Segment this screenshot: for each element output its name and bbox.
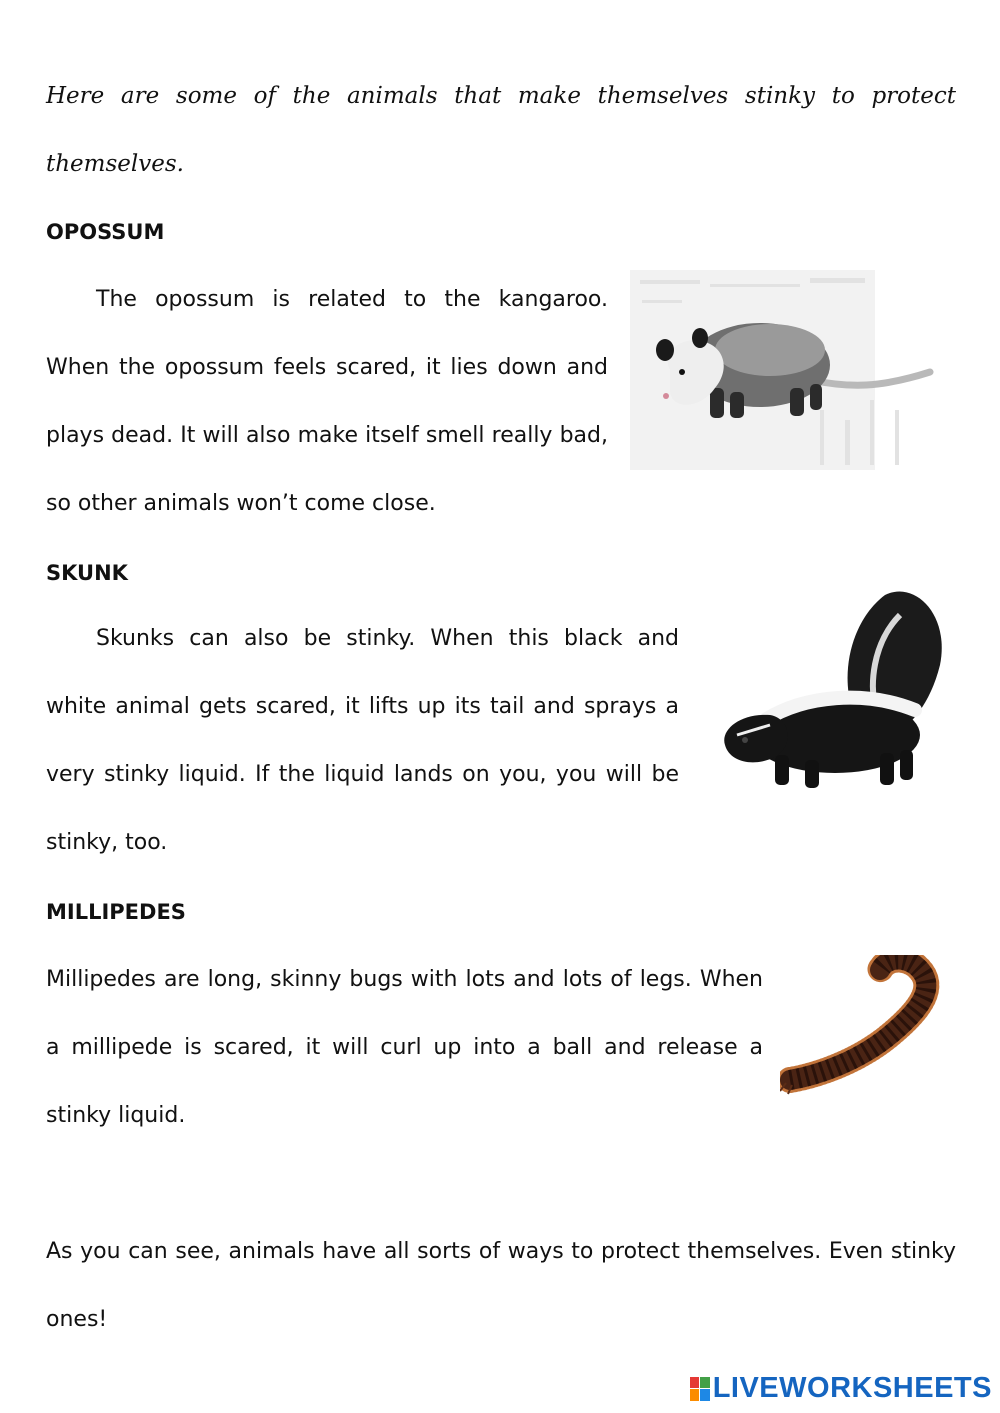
millipede-icon <box>780 955 950 1095</box>
logo-wordmark: LIVEWORKSHEETS <box>712 1372 992 1404</box>
intro-paragraph: Here are some of the animals that make themselves stinky to protect themselves. <box>46 83 956 177</box>
paragraph-millipedes: Millipedes are long, skinny bugs with lots and lots of legs. When a millipede is scared, it will curl up into a ball and release a stinky liquid. <box>46 967 763 1128</box>
heading-opossum: OPOSSUM <box>46 220 165 244</box>
paragraph-opossum: The opossum is related to the kangaroo. When the opossum feels scared, it lies down and plays dead. It will also make itself smell really bad, so other animals won’t come close. <box>46 287 608 516</box>
liveworksheets-logo <box>690 1372 992 1405</box>
logo-mark-icon <box>690 1377 710 1401</box>
heading-skunk: SKUNK <box>46 561 128 585</box>
heading-millipedes: MILLIPEDES <box>46 900 186 924</box>
skunk-icon <box>715 585 950 800</box>
opossum-icon <box>630 270 935 475</box>
closing-paragraph: As you can see, animals have all sorts of ways to protect themselves. Even stinky ones! <box>46 1239 956 1332</box>
paragraph-skunk: Skunks can also be stinky. When this black and white animal gets scared, it lifts up its tail and sprays a very stinky liquid. If the liquid lands on you, you will be stinky, too. <box>46 626 679 855</box>
